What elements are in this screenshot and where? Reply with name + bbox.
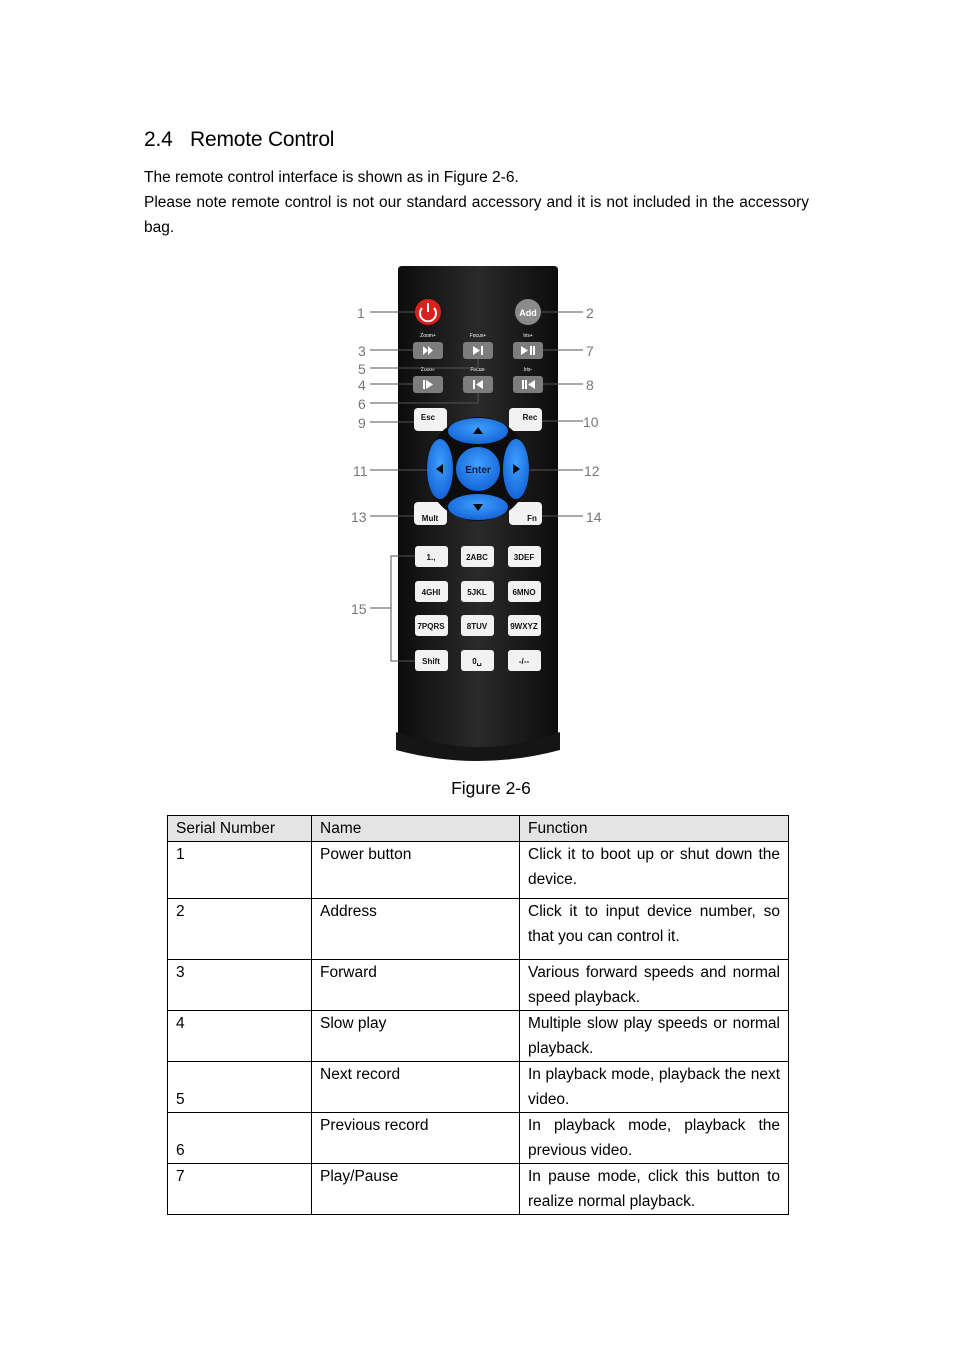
table-row <box>168 1062 789 1113</box>
svg-text:1: 1 <box>357 305 365 321</box>
serial-cell: 5 <box>168 1062 312 1113</box>
svg-text:0␣: 0␣ <box>472 657 482 666</box>
function-cell: Click it to boot up or shut down the device. <box>520 842 789 899</box>
svg-text:7: 7 <box>586 343 594 359</box>
add-button <box>515 299 541 325</box>
svg-text:1.,: 1., <box>426 553 436 562</box>
svg-text:7PQRS: 7PQRS <box>417 622 445 631</box>
table-row <box>168 1011 789 1062</box>
svg-text:9WXYZ: 9WXYZ <box>510 622 538 631</box>
svg-text:3: 3 <box>358 343 366 359</box>
svg-text:11: 11 <box>353 463 368 479</box>
function-cell: Various forward speeds and normal speed playback. <box>520 960 789 1011</box>
svg-text:Rec: Rec <box>522 413 538 422</box>
name-cell: Next record <box>312 1062 520 1113</box>
svg-text:13: 13 <box>351 509 367 525</box>
column-header-serial: Serial Number <box>168 816 312 842</box>
table-row <box>168 842 789 899</box>
serial-cell: 2 <box>168 899 312 960</box>
section-heading <box>144 128 334 152</box>
svg-text:15: 15 <box>351 601 367 617</box>
svg-text:9: 9 <box>358 415 366 431</box>
svg-text:Add: Add <box>519 308 537 318</box>
svg-text:6MNO: 6MNO <box>512 588 536 597</box>
remote-control-figure <box>340 262 620 772</box>
svg-text:4: 4 <box>358 377 366 393</box>
function-cell: Multiple slow play speeds or normal playback. <box>520 1011 789 1062</box>
svg-text:5JKL: 5JKL <box>467 588 487 597</box>
svg-text:2: 2 <box>586 305 594 321</box>
svg-text:10: 10 <box>583 414 599 430</box>
zoom-plus-label: Zoom+ <box>420 333 436 339</box>
svg-text:3DEF: 3DEF <box>513 553 535 562</box>
name-cell: Power button <box>312 842 520 899</box>
serial-cell: 4 <box>168 1011 312 1062</box>
function-cell: In pause mode, click this button to realize normal playback. <box>520 1164 789 1215</box>
table-row <box>168 960 789 1011</box>
svg-text:2ABC: 2ABC <box>466 553 488 562</box>
section-number: 2.4 <box>144 128 173 151</box>
table-header-row <box>168 816 789 842</box>
svg-text:8: 8 <box>586 377 594 393</box>
name-cell: Forward <box>312 960 520 1011</box>
svg-text:8TUV: 8TUV <box>466 622 488 631</box>
function-cell: In playback mode, playback the next video. <box>520 1062 789 1113</box>
table-row <box>168 1113 789 1164</box>
function-cell: Click it to input device number, so that you can control it. <box>520 899 789 960</box>
serial-cell: 6 <box>168 1113 312 1164</box>
svg-text:Mult: Mult <box>421 514 439 523</box>
name-cell: Address <box>312 899 520 960</box>
svg-text:12: 12 <box>584 463 600 479</box>
note-paragraph: Please note remote control is not our standard accessory and it is not included in the accessory bag. <box>144 194 809 236</box>
column-header-function: Function <box>520 816 789 842</box>
function-table <box>167 815 789 1215</box>
figure-caption: Figure 2-6 <box>451 778 531 798</box>
svg-text:6: 6 <box>358 396 366 412</box>
name-cell: Play/Pause <box>312 1164 520 1215</box>
svg-text:4GHI: 4GHI <box>421 588 441 597</box>
svg-text:5: 5 <box>358 361 366 377</box>
svg-text:Fn: Fn <box>527 514 537 523</box>
focus-minus-label: Focus- <box>470 367 486 373</box>
column-header-name: Name <box>312 816 520 842</box>
function-cell: In playback mode, playback the previous video. <box>520 1113 789 1164</box>
enter-label: Enter <box>465 465 491 476</box>
direction-pad <box>426 417 530 521</box>
svg-text:Esc: Esc <box>420 413 436 422</box>
iris-plus-label: Iris+ <box>523 333 533 339</box>
zoom-minus-label: Zoom- <box>420 367 436 373</box>
serial-cell: 3 <box>168 960 312 1011</box>
section-title: Remote Control <box>190 128 335 151</box>
intro-paragraph: The remote control interface is shown as in Figure 2-6. <box>144 169 519 186</box>
svg-text:14: 14 <box>586 509 602 525</box>
iris-minus-label: Iris- <box>523 367 533 373</box>
serial-cell: 1 <box>168 842 312 899</box>
table-row <box>168 1164 789 1215</box>
focus-plus-label: Focus+ <box>469 333 487 339</box>
svg-text:-/--: -/-- <box>518 657 530 666</box>
table-row <box>168 899 789 960</box>
name-cell: Slow play <box>312 1011 520 1062</box>
serial-cell: 7 <box>168 1164 312 1215</box>
name-cell: Previous record <box>312 1113 520 1164</box>
svg-text:Shift: Shift <box>422 657 440 666</box>
power-icon <box>415 299 441 325</box>
